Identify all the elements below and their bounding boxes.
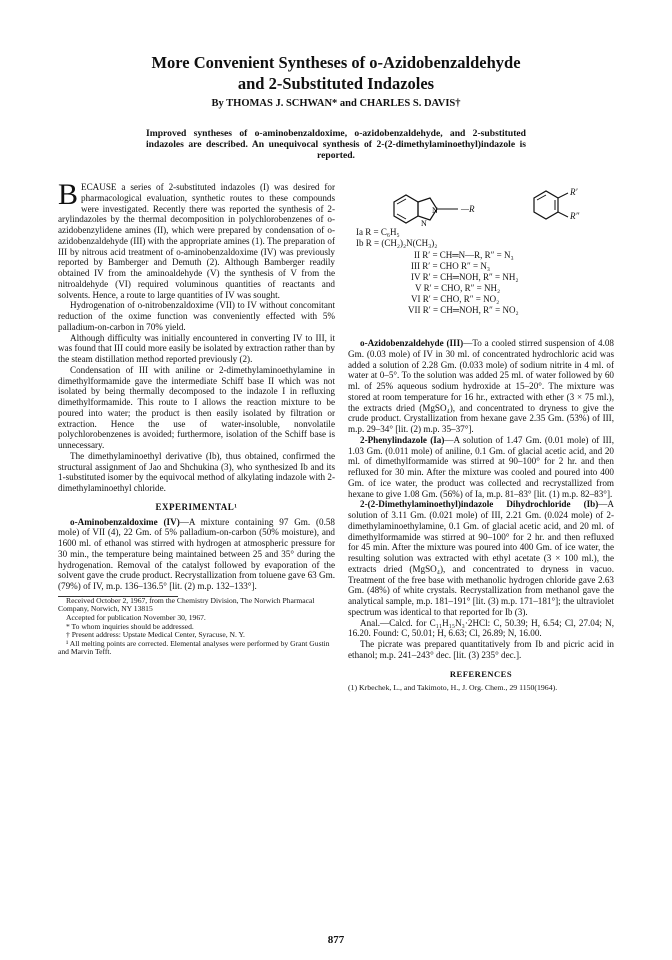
left-column [58,178,335,657]
reference-item: (1) Krbechek, L., and Takimoto, H., J. Org. Chem., 29 1150(1964). [348,683,558,693]
footnotes [58,597,335,657]
page-number: 877 [327,934,345,946]
title-line-2: and 2-Substituted Indazoles [237,74,435,93]
footnote: * To whom inquiries should be addressed. [66,621,194,631]
footnote: Received October 2, 1967, from the Chemistry Division, The Norwich Pharmacal Company, Norwich, NY 13815 [58,595,315,614]
intro-text: a series of 2-substituted indazoles (I) was desired for pharmacological evaluation, synthetic routes to these compounds were investigated. Recently there was reported the synthesis of 2-arylindazoles by the thermal decomposition in polychlorobenzenes of o-azidobenzylidene amines (II), which were prepared by condensation of o-azidobenzaldehyde (III) with the appropriate amines (1). The preparation of III by nitrous acid treatment of o-aminobenzaldoxime (IV) was previously reported by Bamberger and Demuth (2). Although Bamberger readily obtained IV from the aminoaldehyde (V) the synthesis of V from the nitroaldehyde (VI) required voluminous quantities of reactants and solvents. Hence, a route to large quantities of IV was sought. [58,182,335,300]
intro-first-word: ECAUSE [81,182,117,192]
intro-paragraph [58,178,335,300]
indazole-structure-drawing [388,188,498,228]
paragraph-hydrogenation: Hydrogenation of o-nitrobenzaldoxime (VII) to IV without concomitant reduction of the oxime function was conveniently effected with 5% palladium-on-carbon in 70% yield. [58,300,335,332]
compound-ii: II R′ = CH═N—R, R″ = N₃ [414,250,514,260]
benzene-r1-label: R′ [570,187,578,197]
footnote: † Present address: Upstate Medical Center, Syracuse, N. Y. [66,630,245,640]
right-column [348,338,614,692]
references-heading: REFERENCES [449,668,513,679]
run-in-heading: 2-(2-Dimethylaminoethyl)indazole Dihydrochloride (Ib) [360,499,599,510]
compound-vii: VII R′ = CH═NOH, R″ = NO₂ [408,305,519,315]
compound-vi: VI R′ = CHO, R″ = NO₂ [411,294,500,304]
compound-v: V R′ = CHO, R″ = NH₂ [415,283,501,293]
paragraph-dimethylaminoethyl [348,499,614,617]
paragraph-aminobenzaldoxime [58,517,335,592]
footnote: Accepted for publication November 30, 1967. [66,612,206,622]
svg-text:N: N [432,206,438,215]
paragraph-difficulty: Although difficulty was initially encountered in converting IV to III, it was found that III could more easily be isolated by extraction rather than by the steam distillation method reported previously (2). [58,332,335,364]
procedure-text: —A solution of 1.47 Gm. (0.01 mole) of III, 1.03 Gm. (0.011 mole) of aniline, 0.1 Gm. of glacial acetic acid, and 20 ml. of dimethylformamide was stirred at 90–100° for 2 hr. and then refluxed for 30 min. After the mixture was cooled and poured into 400 Gm. of ice water, the product was collected and recrystallized from hexane to give 1.08 Gm. (56%) of Ia, m.p. 81–83° [lit. (1) m.p. 82–83°]. [348,434,615,499]
drop-cap: B [58,178,79,211]
paragraph-condensation: Condensation of III with aniline or 2-dimethylaminoethylamine in dimethylformamide gave the intermediate Schiff base II which was not isolated by being thermally decomposed to the indazole I in refluxing dimethylformamide. This route to I allows the reaction mixture to be poured into water; the product is then easily isolated by filtration or extraction. Hence the use of water-insoluble, nonvolatile polychlorobenzenes is avoided; furthermore, isolation of the Schiff base is unnecessary. [58,364,335,450]
compound-iv: IV R′ = CH═NOH, R″ = NH₂ [411,272,519,282]
abstract: Improved syntheses of o-aminobenzaldoxime, o-azidobenzaldehyde, and 2-substituted indazoles are described. An unequivocal synthesis of 2-(2-dimethylaminoethyl)indazole is reported. [146,128,526,161]
compound-la: Ia R = C₆H₅ [356,227,400,237]
compound-iii: III R′ = CHO R″ = N₃ [411,261,491,271]
paragraph-derivative: The dimethylaminoethyl derivative (Ib), thus obtained, confirmed the structural assignment of Jao and Shchukina (3), who synthesized Ib and its 1-substituted isomer by the equivocal method of alkylating indazole with 2-dimethylaminoethyl chloride. [58,450,335,493]
footnote: ¹ All melting points are corrected. Elemental analyses were performed by Grant Gustin and Marvin Tefft. [58,638,330,657]
paragraph-analysis: Anal.—Calcd. for C₁₁H₁₅N₃·2HCl: C, 50.39; H, 6.54; Cl, 27.04; N, 16.20. Found: C, 50.01; H, 6.63; Cl, 26.89; N, 16.00. [348,617,614,639]
paragraph-phenylindazole [348,435,614,500]
procedure-text: —A mixture containing 97 Gm. (0.58 mole) of VII (4), 22 Gm. of 5% palladium-on-carbon (50% moisture), and 1600 ml. of ethanol was stirred with hydrogen at atmospheric pressure for 30 min., the temperature being maintained between 25 and 35° during the hydrogenation. Removal of the catalyst followed by evaporation of the solvent gave the crude product. Recrystallization from toluene gave 63 Gm. (79%) of IV, m.p. 136–136.5° [lit. (2) m.p. 132–133°]. [58,516,335,591]
experimental-heading: EXPERIMENTAL¹ [155,501,238,512]
run-in-heading: o-Aminobenzaldoxime (IV) [70,516,180,527]
title-line-1: More Convenient Syntheses of o-Azidobenzaldehyde [151,53,521,72]
article-title [60,52,612,94]
compound-lb: Ib R = (CH₂)₂N(CH₃)₂ [356,238,438,248]
paragraph-picrate: The picrate was prepared quantitatively from Ib and picric acid in ethanol; m.p. 241–243° dec. [lit. (3) 235° dec.]. [348,639,614,660]
author-line: By THOMAS J. SCHWAN* and CHARLES S. DAVIS† [211,98,461,109]
procedure-text: —A solution of 3.11 Gm. (0.021 mole) of III, 2.21 Gm. (0.024 mole) of 2-dimethylaminoethylamine, 0.1 Gm. of glacial acetic acid, and 20 ml. of dimethylformamide was stirred at 90–100° for 2 hr. and then refluxed for 45 min. After the mixture was poured into 400 Gm. of ice water, the resulting solution was extracted with ethyl acetate (3 × 100 ml.), the extracts dried (MgSO₄), and concentrated to dryness in vacuo. Treatment of the free base with methanolic hydrogen chloride gave 2.63 Gm. (48%) of white crystals. Recrystallization from methanol gave the analytical sample, m.p. 181–191° [lit. (3) m.p. 171–181°]; the ultraviolet spectrum was identical to that reported for Ib (3). [348,499,614,617]
run-in-heading: 2-Phenylindazole (Ia) [360,434,445,445]
structure-scheme [348,184,614,334]
benzene-r2-label: R″ [570,211,580,221]
indazole-r-label: —R [461,204,475,214]
svg-text:N: N [421,219,427,228]
procedure-text: —To a cooled stirred suspension of 4.08 Gm. (0.03 mole) of IV in 30 ml. of concentrated hydrochloric acid was added a solution of 2.28 Gm. (0.033 mole) of sodium nitrite in 4 ml. of water at 0–5°. To the solution was added 25 ml. of water followed by 60 ml. of 25% aqueous sodium hydroxide at 15–20°. The mixture was stored at room temperature for 16 hr., extracted with ether (3 × 75 ml.), the extracts dried (MgSO₄), and concentrated to dryness to give the crude product. Crystallization from hexane gave 2.35 Gm. (53%) of III, m.p. 29–34° [lit. (2) m.p. 35–37°]. [348,338,614,434]
run-in-heading: o-Azidobenzaldehyde (III) [360,338,464,348]
paragraph-azidobenzaldehyde [348,338,614,435]
